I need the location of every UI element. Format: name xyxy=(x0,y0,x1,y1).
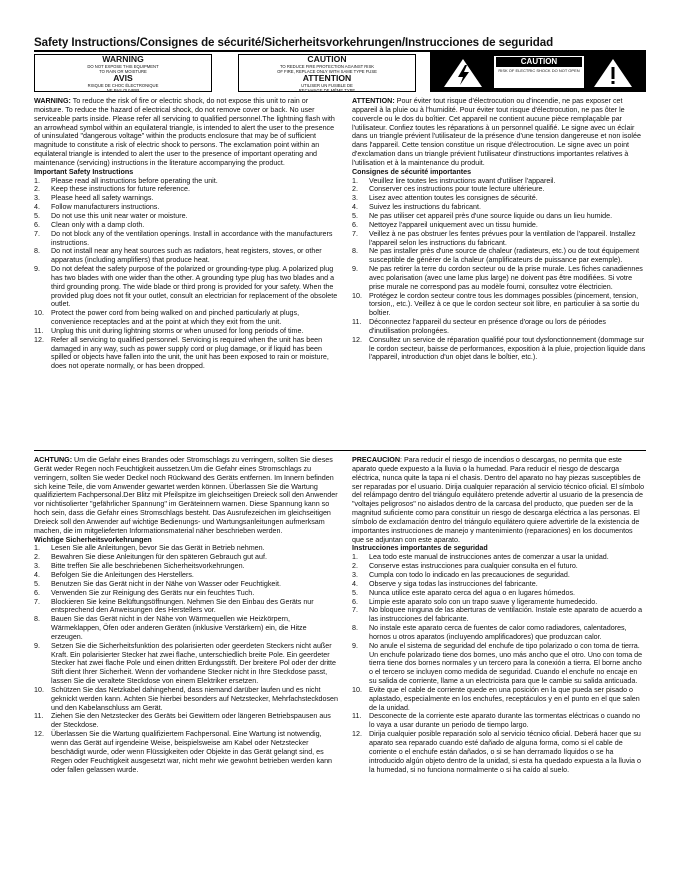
item-number: 3. xyxy=(34,194,40,203)
item-text: Do not use this unit near water or moisture. xyxy=(51,211,188,220)
item-text: Do not defeat the safety purpose of the polarized or grounding-type plug. A polarized plug has two blades with one wider than the other. A grounding type plug has two blades and a third grounding prong. The wide blade or third prong is provided for your safety. When the provided plug does not fit your outlet, consult an electrician for replacement of the obsolete outlet. xyxy=(51,265,338,309)
french-list-item xyxy=(352,194,646,203)
item-number: 10. xyxy=(352,291,362,300)
german-intro-text: Um die Gefahr eines Brandes oder Stromschlags zu verringern, sollten Sie dieses Gerät weder Regen noch Feuchtigkeit aussetzen.Um die Gefahr eines Stromschlags zu verringern, sollten Sie weder Deckel noch Rückwand des Geräts entfernen. Im Innern befinden sich keine Teile, die vom Anwender gewartet werden können. Überlassen Sie die Wartung qualifiziertem Fachpersonal.Der Blitz mit Pfeilspitze im gleichseitigen Dreieck soll den Anwender vor nichtisolierter "gefährlicher Spannung" im Geräteinnern warnen. Diese Spannung kann so hoch sein, dass die Gefahr eines Stromschlags besteht. Das Ausrufezeichen im gleichseitigen Dreieck soll den Anwender auf wichtige Bedienungs- und Wartungsanleitungen aufmerksam machen, die im mitgelieferten Informationsmaterial näher beschrieben werden. xyxy=(34,456,338,535)
item-number: 6. xyxy=(34,220,40,229)
spanish-section xyxy=(352,456,646,774)
item-number: 4. xyxy=(352,579,358,588)
english-section xyxy=(34,97,338,371)
spanish-list-item xyxy=(352,562,646,571)
item-text: Lesen Sie alle Anleitungen, bevor Sie das Gerät in Betrieb nehmen. xyxy=(51,544,265,553)
attention-line-1: UTILISER UN FUSIBLE DE xyxy=(301,83,353,88)
german-list-item xyxy=(34,730,338,774)
item-text: Observe y siga todas las instrucciones del fabricante. xyxy=(369,579,538,588)
german-intro xyxy=(34,456,338,536)
item-text: Do not install near any heat sources such as radiators, heat registers, stoves, or other apparatus (including amplifiers) that produce heat. xyxy=(51,247,322,265)
avis-line-2: NE PAS OUVRIR xyxy=(106,88,140,93)
avis-heading: AVIS xyxy=(113,73,133,83)
item-text: Protégez le cordon secteur contre tous les dommages possibles (pincement, tension, torsion,, etc.). Veillez à ce que le cordon secteur soit libre, en particulier à sa sortie du boîtier. xyxy=(369,291,640,318)
german-list-item xyxy=(34,562,338,571)
item-number: 12. xyxy=(34,730,44,739)
french-list-item xyxy=(352,318,646,336)
item-number: 12. xyxy=(352,335,362,344)
english-list-item xyxy=(34,177,338,186)
item-number: 6. xyxy=(352,597,358,606)
warning-line-1: DO NOT EXPOSE THIS EQUIPMENT xyxy=(87,64,159,69)
item-number: 6. xyxy=(352,220,358,229)
french-list-item xyxy=(352,185,646,194)
german-section xyxy=(34,456,338,774)
item-text: No anule el sistema de seguridad del enchufe de tipo polarizado o con toma de tierra. Un enchufe polarizado tiene dos bornes, uno más ancho que el otro. Uno con toma de tierra tiene dos bornes normales y un tercero para la conexión a tierra. El borne ancho o el tercero se incluyen como medida de seguridad. Cuando el enchufe no encaje en su salida de corriente, llame a un electricista para que le cambie su salida anticuada. xyxy=(369,641,643,686)
german-list-item xyxy=(34,571,338,580)
item-text: No bloquee ninguna de las aberturas de ventilación. Instale este aparato de acuerdo a las instrucciones del fabricante. xyxy=(369,606,643,624)
english-list-item xyxy=(34,221,338,230)
english-list-item xyxy=(34,265,338,309)
item-number: 4. xyxy=(34,203,40,212)
item-number: 5. xyxy=(352,588,358,597)
item-text: Befolgen Sie die Anleitungen des Herstellers. xyxy=(51,570,194,579)
item-text: Lisez avec attention toutes les consignes de sécurité. xyxy=(369,194,538,203)
english-list-item xyxy=(34,230,338,248)
exclamation-triangle-icon xyxy=(593,58,633,88)
item-number: 7. xyxy=(34,597,40,606)
german-list-item xyxy=(34,615,338,642)
item-text: Ne pas utiliser cet appareil près d'une source liquide ou dans un lieu humide. xyxy=(369,211,613,220)
shock-warning-label xyxy=(430,52,646,92)
warning-line-2: TO RAIN OR MOISTURE xyxy=(99,69,147,74)
item-text: Nunca utilice este aparato cerca del agua o en lugares húmedos. xyxy=(369,588,576,597)
item-text: Setzen Sie die Sicherheitsfunktion des polarisierten oder geerdeten Steckers nicht außer Kraft. Ein polarisierter Stecker hat zwei flache, unterschiedlich breite Pole. Ein geerdeter Stecker hat zwei flache Pole und einen dritten Erdungsstift. Der breitere Pol oder der dritte Stift dient Ihrer Sicherheit. Wenn der vorhandene Stecker nicht in Ihre Steckdose passt, lassen Sie die veraltete Steckdose von einem Elektriker ersetzen. xyxy=(51,641,336,686)
item-number: 4. xyxy=(34,570,40,579)
english-list-item xyxy=(34,327,338,336)
french-list-item xyxy=(352,212,646,221)
item-number: 11. xyxy=(34,326,44,335)
english-list-item xyxy=(34,309,338,327)
item-number: 8. xyxy=(352,247,358,256)
item-number: 11. xyxy=(352,318,362,327)
item-number: 3. xyxy=(352,570,358,579)
french-intro-text: Pour éviter tout risque d'électrocution ou d'incendie, ne pas exposer cet appareil à la pluie ou à l'humidité. Pour éviter tout risque d'électrocution, ne pas ôter le couvercle ou le dos du boîtier. Cet appareil ne contient aucune pièce remplaçable par l'utilisateur. Confiez toutes les réparations à un personnel qualifié. Le signe avec un éclair dans un triangle prévient l'utilisateur de la présence d'une tension dangereuse et non isolée dans l'appareil. Cette tension constitue un risque d'électrocution. Le signe avec un point d'exclamation dans un triangle prévient l'utilisateur d'instructions importantes relatives à l'utilisation et à la maintenance du produit. xyxy=(352,97,641,167)
item-text: Veuillez lire toutes les instructions avant d'utiliser l'appareil. xyxy=(369,176,556,185)
english-list-item xyxy=(34,185,338,194)
english-list-item xyxy=(34,203,338,212)
spanish-list-item xyxy=(352,642,646,686)
item-text: Verwenden Sie zur Reinigung des Geräts nur ein feuchtes Tuch. xyxy=(51,588,255,597)
item-text: Evite que el cable de corriente quede en una posición en la que pueda ser pisado o aplastado, especialmente en los enchufes, receptáculos y en el punto en el que salen de la unidad. xyxy=(369,685,640,712)
item-number: 11. xyxy=(352,712,362,721)
item-number: 8. xyxy=(352,624,358,633)
german-list-item xyxy=(34,589,338,598)
spanish-list-item xyxy=(352,580,646,589)
item-number: 2. xyxy=(352,562,358,571)
item-text: Clean only with a damp cloth. xyxy=(51,220,145,229)
item-text: Lea todo este manual de instrucciones antes de comenzar a usar la unidad. xyxy=(369,553,609,562)
item-number: 9. xyxy=(352,641,358,650)
item-number: 9. xyxy=(34,641,40,650)
item-text: Limpie este aparato solo con un trapo suave y ligeramente humedecido. xyxy=(369,597,598,606)
item-text: Bauen Sie das Gerät nicht in der Nähe von Wärmequellen wie Heizkörpern, Wärmeklappen, Öfen oder anderen Geräten (inklusive Verstärkern) ein, die Hitze erzeugen. xyxy=(51,615,307,641)
item-text: Desconecte de la corriente este aparato durante las tormentas eléctricas o cuando no lo vaya a usar durante un periodo de tiempo largo. xyxy=(369,712,641,730)
german-list xyxy=(34,544,338,774)
item-text: Do not block any of the ventilation openings. Install in accordance with the manufacturers instructions. xyxy=(51,229,333,247)
spanish-list-item xyxy=(352,712,646,730)
item-number: 9. xyxy=(352,265,358,274)
french-list-item xyxy=(352,336,646,363)
item-number: 8. xyxy=(34,615,40,624)
item-number: 4. xyxy=(352,203,358,212)
avis-line-1: RISQUE DE CHOC ÉLECTRONIQUE xyxy=(87,83,159,88)
item-number: 12. xyxy=(34,335,44,344)
item-number: 2. xyxy=(34,185,40,194)
german-list-item xyxy=(34,580,338,589)
lightning-triangle-icon xyxy=(443,58,483,88)
item-text: Cumpla con todo lo indicado en las precauciones de seguridad. xyxy=(369,570,570,579)
item-text: Unplug this unit during lightning storms or when unused for long periods of time. xyxy=(51,326,304,335)
spanish-list-item xyxy=(352,571,646,580)
item-text: Refer all servicing to qualified personnel. Servicing is required when the unit has been damaged in any way, such as power supply cord or plug damage, or if liquid has been spilled or objects have fallen into the unit, the unit has been exposed to rain or moisture, does not operate normally, or has been dropped. xyxy=(51,335,329,371)
spanish-list xyxy=(352,553,646,774)
item-number: 2. xyxy=(352,185,358,194)
item-number: 5. xyxy=(352,211,358,220)
english-list-item xyxy=(34,336,338,371)
item-number: 10. xyxy=(34,685,44,694)
shock-caution-line-1: RISK OF ELECTRIC SHOCK xyxy=(498,68,551,73)
item-text: Follow manufacturers instructions. xyxy=(51,203,160,212)
caution-line-2: OF FIRE, REPLACE ONLY WITH SAME TYPE FUSE xyxy=(277,69,377,74)
item-text: Benutzen Sie das Gerät nicht in der Nähe von Wasser oder Feuchtigkeit. xyxy=(51,579,281,588)
english-list-item xyxy=(34,194,338,203)
item-text: Conserve estas instrucciones para cualquier consulta en el futuro. xyxy=(369,562,578,571)
french-list xyxy=(352,177,646,363)
german-list-item xyxy=(34,553,338,562)
english-intro xyxy=(34,97,338,168)
spanish-heading: Instrucciones importantes de seguridad xyxy=(352,544,488,553)
item-text: Please read all instructions before operating the unit. xyxy=(51,176,218,185)
item-number: 7. xyxy=(352,606,358,615)
shock-caution-line-2: DO NOT OPEN xyxy=(551,68,580,73)
item-number: 1. xyxy=(34,544,40,553)
item-text: Überlassen Sie die Wartung qualifiziertem Fachpersonal. Eine Wartung ist notwendig, wenn das Gerät auf irgendeine Weise, beispielsweise am Kabel oder Netzstecker beschädigt wurde, oder wenn Flüssigkeiten oder Objekte in das Gerät gelangt sind, es Regen oder Feuchtigkeit ausgesetzt war, nicht mehr wie gewohnt betrieben werden kann oder fallen gelassen wurde. xyxy=(51,730,333,774)
item-text: Veillez à ne pas obstruer les fentes prévues pour la ventilation de l'appareil. Installez l'appareil selon les instructions du fabricant. xyxy=(369,229,636,247)
item-text: Schützen Sie das Netzkabel dahingehend, dass niemand darüber laufen und es nicht geknickt werden kann. Achten Sie hierbei besonders auf Netzstecker, Mehrfachsteckdosen und den Kabelanschluss am Gerät. xyxy=(51,685,338,712)
item-number: 11. xyxy=(34,712,44,721)
french-intro xyxy=(352,97,646,168)
french-section xyxy=(352,97,646,362)
warning-heading: WARNING xyxy=(102,54,144,64)
french-list-item xyxy=(352,247,646,265)
german-list-item xyxy=(34,686,338,713)
spanish-intro-text: : Para reducir el riesgo de incendios o descargas, no permita que este aparato quede expuesto a la lluvia o la humedad. Para reducir el riesgo de descarga eléctrica, nunca quite la tapa ni el chasis. Dentro del aparato no hay piezas susceptibles de ser reparadas por el usuario. Dirija cualquier reparación al servicio técnico oficial. El símbolo del relámpago dentro del triángulo equilátero pretende advertir al usuario de la presencia de "voltajes peligrosos" no aislados dentro de la carcasa del producto, que pueden ser de la magnitud suficiente como para constituir un riesgo de descarga eléctrica a las personas. El símbolo de exclamación dentro del triángulo equilátero quiere advertirle de la existencia de importantes instrucciones de manejo y mantenimiento (reparaciones) en los documentos que se adjuntan con este aparato. xyxy=(352,456,645,544)
item-number: 3. xyxy=(352,194,358,203)
item-number: 5. xyxy=(34,579,40,588)
item-number: 2. xyxy=(34,553,40,562)
english-list-item xyxy=(34,212,338,221)
item-text: Blockieren Sie keine Belüftungsöffnungen. Nehmen Sie den Einbau des Geräts nur entsprechend den Anweisungen des Herstellers vor. xyxy=(51,597,314,615)
english-heading: Important Safety Instructions xyxy=(34,167,134,176)
german-lead: ACHTUNG: xyxy=(34,456,73,464)
item-number: 1. xyxy=(352,553,358,562)
item-number: 5. xyxy=(34,211,40,220)
shock-caution-heading: CAUTION xyxy=(496,57,582,67)
english-intro-text: To reduce the risk of fire or electric shock, do not expose this unit to rain or moisture. To reduce the hazard of electrical shock, do not remove cover or back. No user serviceable parts inside. Please refer all servicing to qualified personnel.The lightning flash with an arrowhead symbol within an equilateral triangle, is intended to alert the user to the presence of uninsulated "dangerous voltage" within the products enclosure that may be of sufficient magnitude to constitute a risk of electric shock to persons. The exclamation point within an equilateral triangle is intended to alert the user to the presence of important operating and maintenance (servicing) instructions in the literature accompanying the product. xyxy=(34,97,335,167)
spanish-list-item xyxy=(352,598,646,607)
german-list-item xyxy=(34,598,338,616)
item-text: Ziehen Sie den Netzstecker des Geräts bei Gewittern oder längeren Betriebspausen aus der Steckdose. xyxy=(51,712,331,730)
item-text: Bewahren Sie diese Anleitungen für den späteren Gebrauch gut auf. xyxy=(51,553,267,562)
french-list-item xyxy=(352,221,646,230)
german-list-item xyxy=(34,544,338,553)
item-number: 1. xyxy=(352,176,358,185)
german-list-item xyxy=(34,642,338,686)
item-text: Ne pas installer près d'une source de chaleur (radiateurs, etc.) ou de tout équipement susceptible de générer de la chaleur (amplificateurs de puissance par exemple). xyxy=(369,247,640,265)
french-list-item xyxy=(352,265,646,292)
item-text: Déconnectez l'appareil du secteur en présence d'orage ou lors de périodes d'inutilisation prolongées. xyxy=(369,318,606,335)
spanish-intro xyxy=(352,456,646,544)
german-heading: Wichtige Sicherheitsvorkehrungen xyxy=(34,535,152,544)
spanish-list-item xyxy=(352,686,646,713)
item-text: Bitte treffen Sie alle beschriebenen Sicherheitsvorkehrungen. xyxy=(51,562,245,571)
section-rule xyxy=(34,450,646,451)
english-list-item xyxy=(34,247,338,265)
spanish-list-item xyxy=(352,624,646,642)
item-number: 1. xyxy=(34,176,40,185)
german-list-item xyxy=(34,712,338,730)
attention-heading: ATTENTION xyxy=(302,73,352,83)
caution-line-1: TO REDUCE FIRE PROTECTION AGAINST RISK xyxy=(279,64,375,69)
item-number: 10. xyxy=(352,685,362,694)
french-list-item xyxy=(352,292,646,319)
item-text: Protect the power cord from being walked on and pinched particularly at plugs, convenience receptacles and at the point at which they exit from the unit. xyxy=(51,309,300,327)
item-number: 7. xyxy=(352,229,358,238)
french-heading: Consignes de sécurité importantes xyxy=(352,167,472,176)
item-number: 7. xyxy=(34,229,40,238)
caution-heading: CAUTION xyxy=(307,54,347,64)
french-list-item xyxy=(352,177,646,186)
item-number: 3. xyxy=(34,562,40,571)
caution-fuse-label xyxy=(238,54,416,92)
item-text: Ne pas retirer la terre du cordon secteur ou de la prise murale. Les fiches canadiennes avec polarisation (avec une lame plus large) ne doivent pas être modifiées. Si votre prise murale ne correspond pas au modèle fourni, consultez votre électricien. xyxy=(369,265,643,291)
item-number: 10. xyxy=(34,309,44,318)
english-lead: WARNING: xyxy=(34,97,71,105)
spanish-list-item xyxy=(352,606,646,624)
item-text: Suivez les instructions du fabricant. xyxy=(369,203,481,212)
item-number: 12. xyxy=(352,730,362,739)
french-list-item xyxy=(352,230,646,248)
item-number: 9. xyxy=(34,265,40,274)
item-text: Nettoyez l'appareil uniquement avec un tissu humide. xyxy=(369,220,538,229)
warning-label xyxy=(34,54,212,92)
item-text: Conserver ces instructions pour toute lecture ultérieure. xyxy=(369,185,545,194)
spanish-lead: PRECAUCION xyxy=(352,456,401,464)
spanish-list-item xyxy=(352,730,646,774)
item-number: 6. xyxy=(34,588,40,597)
item-number: 8. xyxy=(34,247,40,256)
french-lead: ATTENTION: xyxy=(352,97,395,105)
item-text: Please heed all safety warnings. xyxy=(51,194,154,203)
shock-caution-box xyxy=(494,56,584,88)
french-list-item xyxy=(352,203,646,212)
item-text: No instale este aparato cerca de fuentes de calor como radiadores, calentadores, hornos u otros aparatos (incluyendo amplificadores) que produzcan calor. xyxy=(369,624,627,641)
page-title: Safety Instructions/Consignes de sécurité/Sicherheitsvorkehrungen/Instrucciones de seguridad xyxy=(34,36,554,49)
spanish-list-item xyxy=(352,553,646,562)
attention-line-2: RECHANGE DE MÊME TYPE xyxy=(298,88,356,93)
item-text: Dirija cualquier posible reparación solo al servicio técnico oficial. Deberá hacer que su aparato sea reparado cuando esté dañado de alguna forma, como si el cable de corriente o el enchufe están dañados, o si se han derramado líquidos o se ha introducido algún objeto dentro de la unidad, si esta ha quedado expuesta a la lluvia o la humedad, si no funciona normalmente o si ha caído al suelo. xyxy=(369,730,641,774)
item-text: Keep these instructions for future reference. xyxy=(51,185,190,194)
spanish-list-item xyxy=(352,589,646,598)
item-text: Consultez un service de réparation qualifié pour tout dysfonctionnement (dommage sur le cordon secteur, baisse de performances, exposition à la pluie, projection liquide dans l'appareil, introduction d'un objet dans le boîtier, etc.). xyxy=(369,335,646,362)
english-list xyxy=(34,177,338,372)
